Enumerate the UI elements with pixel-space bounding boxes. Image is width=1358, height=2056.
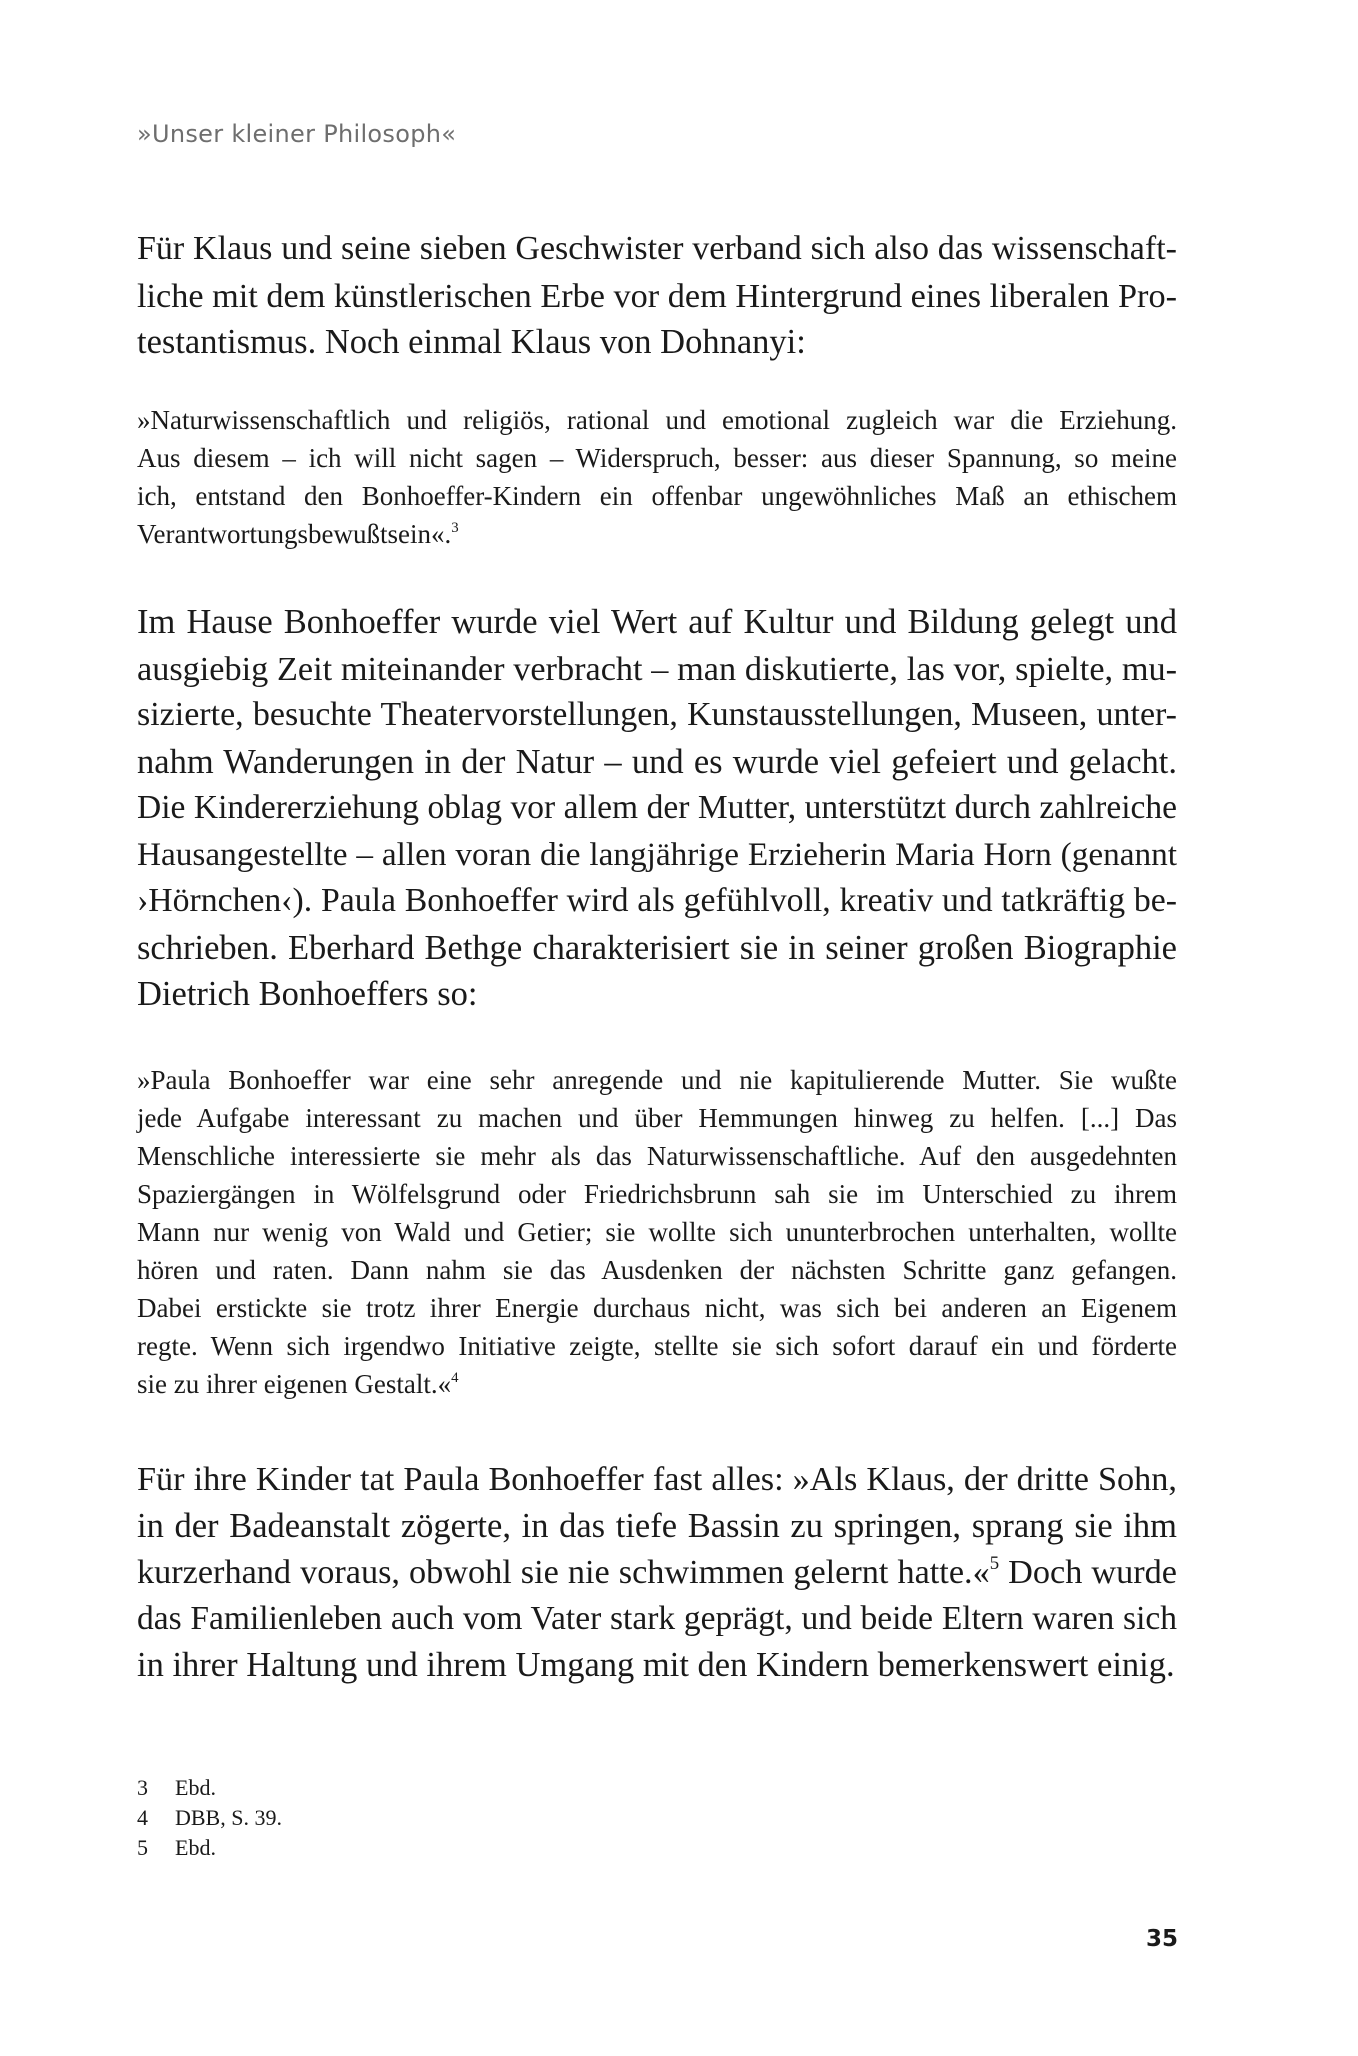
footnote: [137, 1773, 282, 1803]
footnote-ref-4[interactable]: 4: [451, 1369, 459, 1386]
paragraph-1: [137, 226, 1177, 366]
quote-line: jede Aufgabe interessant zu machen und über Hemmungen hinweg zu helfen. [...] Das: [137, 1103, 1177, 1133]
text-line-with-ref: [137, 1549, 1177, 1596]
quote-line: Mann nur wenig von Wald und Getier; sie wollte sich ununterbrochen unterhalten, wollte: [137, 1217, 1177, 1247]
footnotes: [137, 1773, 282, 1863]
quote-line-text: Verantwortungsbewußtsein«.: [137, 519, 452, 549]
quote-line: »Paula Bonhoeffer war eine sehr anregende und nie kapitulierende Mutter. Sie wußte: [137, 1065, 1177, 1095]
quote-line: Dabei erstickte sie trotz ihrer Energie durchaus nicht, was sich bei anderen an Eigenem: [137, 1293, 1177, 1323]
text-segment: Doch wurde: [999, 1553, 1178, 1591]
text-line: Für ihre Kinder tat Paula Bonhoeffer fast alles: »Als Klaus, der dritte Sohn,: [137, 1460, 1177, 1498]
text-line: Für Klaus und seine sieben Geschwister verband sich also das wissenschaft-: [137, 230, 1177, 267]
page-number: 35: [1145, 1926, 1178, 1952]
block-quote-2: [137, 1061, 1177, 1403]
quote-line: hören und raten. Dann nahm sie das Ausdenken der nächsten Schritte ganz gefangen.: [137, 1255, 1177, 1285]
text-line: nahm Wanderungen in der Natur – und es wurde viel gefeiert und gelacht.: [137, 742, 1177, 781]
text-line: sizierte, besuchte Theatervorstellungen, Kunstausstellungen, Museen, unter-: [137, 696, 1177, 733]
footnote-number: 5: [137, 1835, 148, 1860]
footnote-text: Ebd.: [175, 1835, 216, 1860]
paragraph-3: [137, 1456, 1177, 1689]
quote-line: Spaziergängen in Wölfelsgrund oder Friedrichsbrunn sah sie im Unterschied zu ihrem: [137, 1179, 1177, 1209]
text-line: ausgiebig Zeit miteinander verbracht – man diskutierte, las vor, spielte, mu-: [137, 649, 1177, 688]
text-line: Hausangestellte – allen voran die langjährige Erzieherin Maria Horn (genannt: [137, 835, 1177, 873]
text-line: das Familienleben auch vom Vater stark geprägt, und beide Eltern waren sich: [137, 1599, 1177, 1637]
paragraph-2: [137, 599, 1177, 1018]
text-line: liche mit dem künstlerischen Erbe vor dem Hintergrund eines liberalen Pro-: [137, 276, 1177, 315]
quote-line: Menschliche interessierte sie mehr als das Naturwissenschaftliche. Auf den ausgedehnten: [137, 1141, 1177, 1171]
text-segment: kurzerhand voraus, obwohl sie nie schwimmen gelernt hatte.«: [137, 1553, 990, 1591]
footnote-ref-5[interactable]: 5: [989, 1552, 1000, 1574]
footnote: [137, 1833, 282, 1863]
text-line: ›Hörnchen‹). Paula Bonhoeffer wird als gefühlvoll, kreativ und tatkräftig be-: [137, 882, 1177, 919]
text-line: Dietrich Bonhoeffers so:: [137, 975, 478, 1013]
footnote-text: DBB, S. 39.: [175, 1805, 282, 1830]
footnote-ref-3[interactable]: 3: [451, 519, 459, 536]
quote-line-last: [137, 1365, 1177, 1403]
text-line: Die Kindererziehung oblag vor allem der Mutter, unterstützt durch zahlreiche: [137, 789, 1177, 826]
text-line: in ihrer Haltung und ihrem Umgang mit den Kindern bemerkenswert einig.: [137, 1646, 1175, 1684]
quote-line-text: sie zu ihrer eigenen Gestalt.«: [137, 1369, 452, 1399]
footnote-text: Ebd.: [175, 1775, 216, 1800]
quote-line-last: [137, 515, 1177, 553]
quote-line: »Naturwissenschaftlich und religiös, rational und emotional zugleich war die Erziehung.: [137, 405, 1177, 435]
text-line: in der Badeanstalt zögerte, in das tiefe Bassin zu springen, sprang sie ihm: [137, 1506, 1177, 1545]
text-line: Im Hause Bonhoeffer wurde viel Wert auf Kultur und Bildung gelegt und: [137, 603, 1177, 641]
block-quote-1: [137, 401, 1177, 553]
text-line: testantismus. Noch einmal Klaus von Dohnanyi:: [137, 323, 806, 361]
text-line: schrieben. Eberhard Bethge charakterisiert sie in seiner großen Biographie: [137, 928, 1177, 967]
footnote-number: 3: [137, 1775, 148, 1800]
footnote: [137, 1803, 282, 1833]
quote-line: regte. Wenn sich irgendwo Initiative zeigte, stellte sie sich sofort darauf ein und förderte: [137, 1331, 1177, 1361]
footnote-number: 4: [137, 1805, 148, 1830]
running-head: »Unser kleiner Philosoph«: [137, 120, 457, 148]
quote-line: Aus diesem – ich will nicht sagen – Widerspruch, besser: aus dieser Spannung, so meine: [137, 443, 1177, 473]
quote-line: ich, entstand den Bonhoeffer-Kindern ein offenbar ungewöhnliches Maß an ethischem: [137, 481, 1177, 511]
